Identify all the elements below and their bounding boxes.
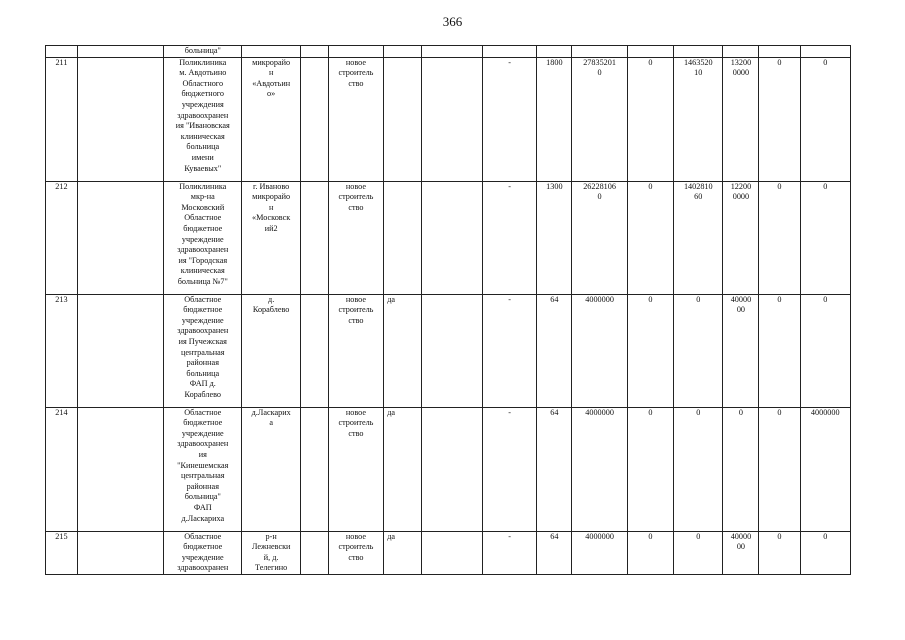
cell — [422, 46, 483, 58]
cell-total-cost: 26228106 0 — [572, 181, 628, 294]
cell-empty — [300, 294, 328, 407]
cell — [482, 46, 536, 58]
cell-location: микрорайо н «Авдотьин о» — [242, 57, 301, 181]
cell-facility-name: Областное бюджетное учреждение здравоохранен ия Пучежская центральная районная больница ФАП д. Кораблево — [164, 294, 242, 407]
cell-row-number: 211 — [46, 57, 78, 181]
cell-facility-name: Поликлиника мкр-на Московский Областное бюджетное учреждение здравоохранен ия "Городская клиническая больница №7" — [164, 181, 242, 294]
cell-location: р-н Лежневски й, д. Телегино — [242, 531, 301, 574]
cell-value: 0 — [674, 294, 723, 407]
cell — [723, 46, 759, 58]
table-row — [46, 531, 851, 574]
cell-value: 0 — [800, 531, 850, 574]
cell-value: 0 — [627, 407, 673, 531]
cell-value: 0 — [759, 531, 800, 574]
cell-value: 0 — [800, 294, 850, 407]
cell-facility-name: больница" — [164, 46, 242, 58]
cell-empty — [77, 181, 163, 294]
cell-empty — [77, 407, 163, 531]
cell-facility-name: Поликлиника м. Авдотьино Областного бюджетного учреждения здравоохранен ия "Ивановская клиническая больница имени Куваевых" — [164, 57, 242, 181]
cell-location: д. Кораблево — [242, 294, 301, 407]
cell-capacity: 64 — [537, 531, 572, 574]
cell-empty — [300, 57, 328, 181]
cell-empty — [77, 531, 163, 574]
cell-value: 13200 0000 — [723, 57, 759, 181]
cell-construction-type: новое строитель ство — [328, 57, 384, 181]
cell-total-cost: 27835201 0 — [572, 57, 628, 181]
page-number: 366 — [442, 14, 463, 29]
cell-location: д.Ласкарих а — [242, 407, 301, 531]
cell — [537, 46, 572, 58]
cell-empty — [77, 294, 163, 407]
cell-empty — [300, 407, 328, 531]
table-row — [46, 57, 851, 181]
cell-value: 0 — [759, 294, 800, 407]
cell — [46, 46, 78, 58]
cell-value: 0 — [759, 407, 800, 531]
cell-empty — [422, 531, 483, 574]
cell-row-number: 215 — [46, 531, 78, 574]
cell-value: 40000 00 — [723, 294, 759, 407]
cell — [674, 46, 723, 58]
cell-dash: - — [482, 57, 536, 181]
cell-flag: да — [384, 531, 422, 574]
cell — [300, 46, 328, 58]
cell-capacity: 1300 — [537, 181, 572, 294]
cell-empty — [422, 57, 483, 181]
cell-empty — [300, 531, 328, 574]
cell-value: 0 — [674, 407, 723, 531]
table-row — [46, 181, 851, 294]
table-row — [46, 294, 851, 407]
cell-dash: - — [482, 181, 536, 294]
cell-total-cost: 4000000 — [572, 407, 628, 531]
cell-value: 0 — [627, 181, 673, 294]
cell-value: 12200 0000 — [723, 181, 759, 294]
cell-dash: - — [482, 407, 536, 531]
cell-row-number: 213 — [46, 294, 78, 407]
cell-empty — [300, 181, 328, 294]
cell-construction-type: новое строитель ство — [328, 531, 384, 574]
cell-facility-name: Областное бюджетное учреждение здравоохранен — [164, 531, 242, 574]
cell — [627, 46, 673, 58]
cell-empty — [422, 294, 483, 407]
cell-value: 4000000 — [800, 407, 850, 531]
cell-empty — [77, 57, 163, 181]
cell-empty — [422, 407, 483, 531]
cell-value: 0 — [800, 181, 850, 294]
table-row-continuation — [46, 46, 851, 58]
cell-value: 0 — [627, 57, 673, 181]
cell — [800, 46, 850, 58]
cell — [572, 46, 628, 58]
cell-construction-type: новое строитель ство — [328, 294, 384, 407]
cell-value: 0 — [800, 57, 850, 181]
cell-value: 0 — [627, 294, 673, 407]
cell — [242, 46, 301, 58]
cell-capacity: 1800 — [537, 57, 572, 181]
cell — [759, 46, 800, 58]
cell-capacity: 64 — [537, 294, 572, 407]
cell-construction-type: новое строитель ство — [328, 407, 384, 531]
cell-total-cost: 4000000 — [572, 294, 628, 407]
table-body — [46, 46, 851, 575]
cell-flag: да — [384, 294, 422, 407]
cell-row-number: 212 — [46, 181, 78, 294]
cell-value: 40000 00 — [723, 531, 759, 574]
cell-construction-type: новое строитель ство — [328, 181, 384, 294]
cell — [328, 46, 384, 58]
cell-value: 0 — [759, 57, 800, 181]
cell-total-cost: 4000000 — [572, 531, 628, 574]
cell-empty — [422, 181, 483, 294]
cell-value: 0 — [627, 531, 673, 574]
cell-value: 0 — [759, 181, 800, 294]
cell — [77, 46, 163, 58]
cell-value: 1463520 10 — [674, 57, 723, 181]
facilities-table — [45, 45, 851, 575]
cell-dash: - — [482, 294, 536, 407]
cell-location: г. Иваново микрорайо н «Московск ий2 — [242, 181, 301, 294]
cell-flag — [384, 181, 422, 294]
cell-dash: - — [482, 531, 536, 574]
table-row — [46, 407, 851, 531]
cell-flag: да — [384, 407, 422, 531]
cell-row-number: 214 — [46, 407, 78, 531]
cell-value: 1402810 60 — [674, 181, 723, 294]
cell-facility-name: Областное бюджетное учреждение здравоохранен ия "Кинешемская центральная районная больница" ФАП д.Ласкариха — [164, 407, 242, 531]
cell-value: 0 — [674, 531, 723, 574]
cell — [384, 46, 422, 58]
cell-capacity: 64 — [537, 407, 572, 531]
cell-flag — [384, 57, 422, 181]
cell-value: 0 — [723, 407, 759, 531]
